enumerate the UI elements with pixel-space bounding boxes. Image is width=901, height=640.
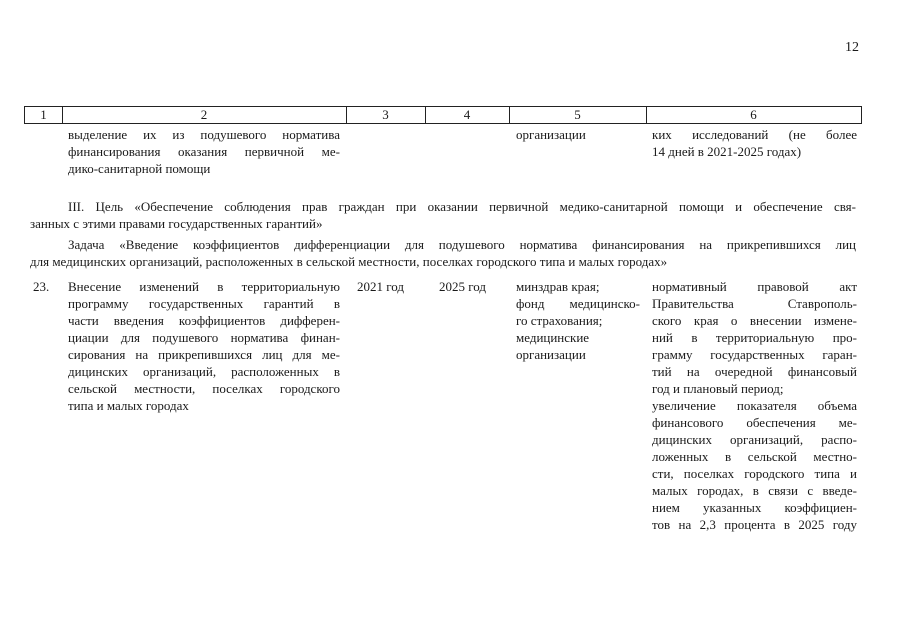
start-date: 2021 год bbox=[357, 279, 404, 294]
text-line: сельской местности, поселках городского bbox=[68, 381, 340, 396]
text-line: типа и малых городах bbox=[68, 398, 189, 413]
goal-heading bbox=[30, 198, 856, 232]
text-line: минздрав края; bbox=[516, 279, 600, 294]
text-line: дико-санитарной помощи bbox=[68, 161, 211, 176]
text-line: фонд медицинско- bbox=[516, 296, 640, 311]
text-line: для медицинских организаций, расположенных в сельской местности, поселках городского типа и малых городах» bbox=[30, 254, 668, 269]
continuation-measure-text bbox=[68, 126, 340, 177]
continuation-executor-text bbox=[516, 126, 586, 143]
text-line: части введения коэффициентов дифферен- bbox=[68, 313, 340, 328]
executors-text bbox=[516, 278, 640, 363]
text-line: нормативный правовой акт bbox=[652, 279, 857, 294]
text-line: Задача «Введение коэффициентов дифференциации для подушевого норматива финансирования на прикрепившихся лиц bbox=[68, 237, 856, 252]
text-line: организации bbox=[516, 127, 586, 142]
text-line: нием указанных коэффициен- bbox=[652, 500, 857, 515]
text-line: ких исследований (не более bbox=[652, 127, 857, 142]
text-line: сирования на прикрепившихся лиц для ме- bbox=[68, 347, 340, 362]
header-col-5: 5 bbox=[509, 106, 647, 124]
text-line: год и плановый период; bbox=[652, 381, 784, 396]
text-line: ложенных в сельской местно- bbox=[652, 449, 857, 464]
text-line: Внесение изменений в территориальную bbox=[68, 279, 340, 294]
text-line: циации для подушевого норматива финан- bbox=[68, 330, 340, 345]
text-line: дицинских организаций, распо- bbox=[652, 432, 857, 447]
text-line: го страхования; bbox=[516, 313, 603, 328]
header-col-3: 3 bbox=[346, 106, 426, 124]
text-line: занных с этими правами государственных гарантий» bbox=[30, 216, 323, 231]
text-line: организации bbox=[516, 347, 586, 362]
text-line: медицинские bbox=[516, 330, 590, 345]
text-line: выделение их из подушевого норматива bbox=[68, 127, 340, 142]
measure-text bbox=[68, 278, 340, 414]
text-line: сти, поселках городского типа и bbox=[652, 466, 857, 481]
end-date: 2025 год bbox=[439, 279, 486, 294]
header-col-2: 2 bbox=[62, 106, 347, 124]
text-line: тий на очередной финансовый bbox=[652, 364, 857, 379]
text-line: тов на 2,3 процента в 2025 году bbox=[652, 517, 857, 532]
header-col-1: 1 bbox=[24, 106, 63, 124]
text-line: ний в территориальную про- bbox=[652, 330, 857, 345]
text-line: Правительства Ставрополь- bbox=[652, 296, 857, 311]
text-line: дицинских организаций, расположенных в bbox=[68, 364, 340, 379]
text-line: малых городах, в связи с введе- bbox=[652, 483, 857, 498]
text-line: финансирования оказания первичной ме- bbox=[68, 144, 340, 159]
header-col-4: 4 bbox=[425, 106, 510, 124]
continuation-result-text bbox=[652, 126, 857, 160]
text-line: 14 дней в 2021-2025 годах) bbox=[652, 144, 802, 159]
result-text bbox=[652, 278, 857, 533]
text-line: III. Цель «Обеспечение соблюдения прав граждан при оказании первичной медико-санитарной помощи и обеспечение свя- bbox=[68, 199, 856, 214]
task-heading bbox=[30, 236, 856, 270]
text-line: увеличение показателя объема bbox=[652, 398, 857, 413]
text-line: финансового обеспечения ме- bbox=[652, 415, 857, 430]
text-line: грамму государственных гаран- bbox=[652, 347, 857, 362]
header-col-6: 6 bbox=[646, 106, 862, 124]
text-line: ского края о внесении измене- bbox=[652, 313, 857, 328]
page-number: 12 bbox=[845, 40, 859, 55]
row-number: 23. bbox=[33, 279, 50, 294]
text-line: программу государственных гарантий в bbox=[68, 296, 340, 311]
